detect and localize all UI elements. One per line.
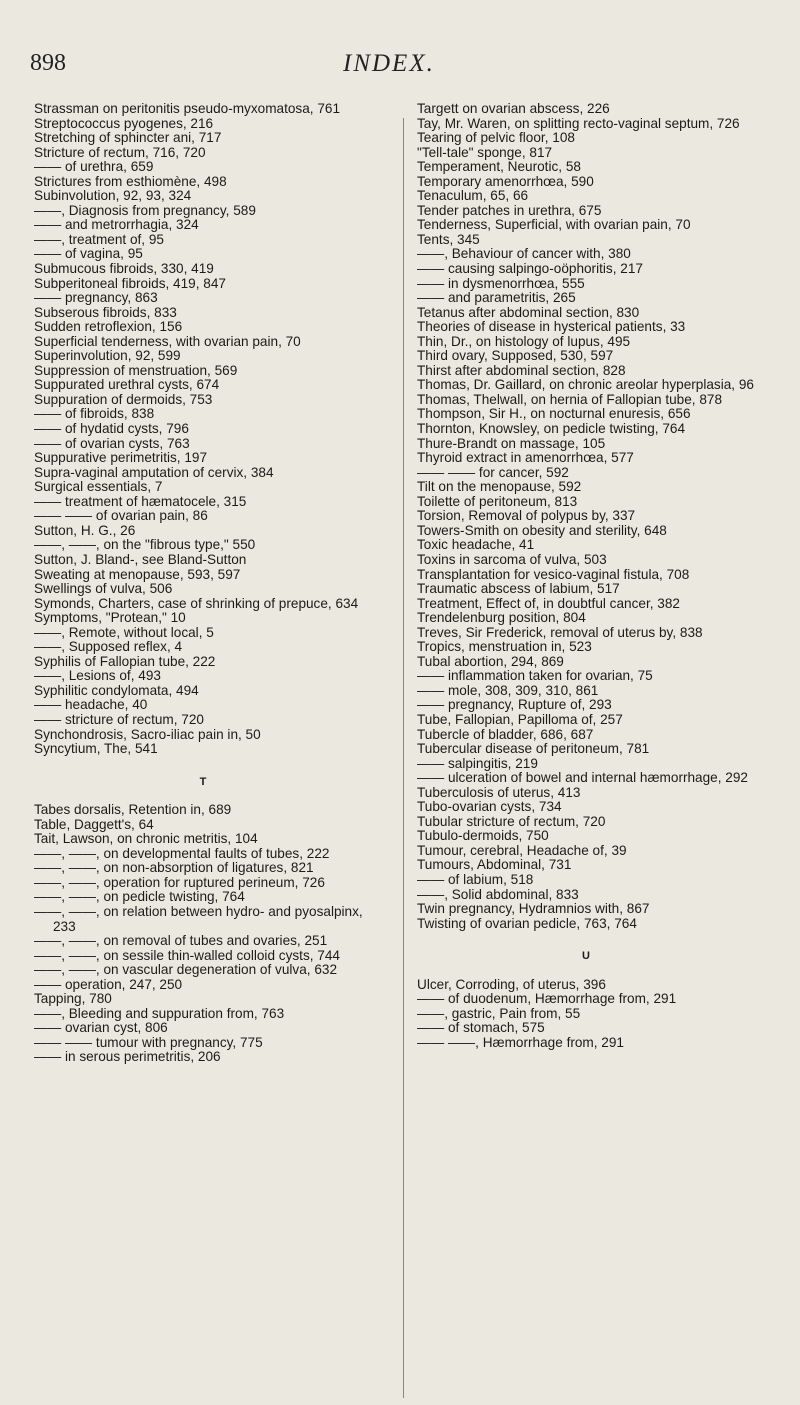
index-entry: Toxic headache, 41 xyxy=(417,537,535,553)
index-entries-s xyxy=(34,102,386,757)
index-entry: Tilt on the menopause, 592 xyxy=(417,479,582,495)
index-entry: Tender patches in urethra, 675 xyxy=(417,202,602,218)
index-entry: Tents, 345 xyxy=(417,231,480,247)
index-entry: ——, ——, on developmental faults of tubes, 222 xyxy=(34,845,330,861)
index-entry: —— of labium, 518 xyxy=(417,871,534,887)
index-entry: —— and parametritis, 265 xyxy=(417,290,576,306)
running-head: INDEX. xyxy=(343,50,435,77)
index-entry: Thomas, Thelwall, on hernia of Fallopian tube, 878 xyxy=(417,391,723,407)
index-entry: Superficial tenderness, with ovarian pain, 70 xyxy=(34,333,301,349)
index-entry: ——, ——, on removal of tubes and ovaries, 251 xyxy=(34,933,328,949)
index-entry: Temporary amenorrhœa, 590 xyxy=(417,173,594,189)
index-entry: —— in dysmenorrhœa, 555 xyxy=(417,275,585,291)
index-entry: ——, Bleeding and suppuration from, 763 xyxy=(34,1005,285,1021)
index-entry: Swellings of vulva, 506 xyxy=(34,581,173,597)
index-entries-t-continued xyxy=(417,102,769,931)
index-entry: —— —— for cancer, 592 xyxy=(417,464,569,480)
index-entry: —— pregnancy, 863 xyxy=(34,290,158,306)
index-entry: Theories of disease in hysterical patients, 33 xyxy=(417,319,686,335)
index-entry: ——, Diagnosis from pregnancy, 589 xyxy=(34,202,256,218)
index-entry: Tropics, menstruation in, 523 xyxy=(417,639,592,655)
index-entry: Subperitoneal fibroids, 419, 847 xyxy=(34,275,226,291)
index-entry: Tubular stricture of rectum, 720 xyxy=(417,813,606,829)
index-entry: —— of duodenum, Hæmorrhage from, 291 xyxy=(417,991,677,1007)
index-entry: Thomas, Dr. Gaillard, on chronic areolar hyperplasia, 96 xyxy=(417,377,754,393)
index-entry: Sweating at menopause, 593, 597 xyxy=(34,566,241,582)
index-entry: Tubal abortion, 294, 869 xyxy=(417,653,564,669)
index-entry: Tabes dorsalis, Retention in, 689 xyxy=(34,802,232,818)
index-entry: Twin pregnancy, Hydramnios with, 867 xyxy=(417,901,650,917)
index-entry: Subinvolution, 92, 93, 324 xyxy=(34,188,192,204)
index-entry: ——, Remote, without local, 5 xyxy=(34,624,214,640)
index-entry: —— mole, 308, 309, 310, 861 xyxy=(417,682,599,698)
index-entries-u xyxy=(417,978,769,1051)
index-entry: Stretching of sphincter ani, 717 xyxy=(34,130,222,146)
index-entry: —— operation, 247, 250 xyxy=(34,976,183,992)
index-entry: Treves, Sir Frederick, removal of uterus by, 838 xyxy=(417,624,703,640)
index-entry: Thirst after abdominal section, 828 xyxy=(417,362,626,378)
index-entry: ——, ——, on the "fibrous type," 550 xyxy=(34,537,256,553)
column-divider xyxy=(403,118,404,1398)
index-entry: Symonds, Charters, case of shrinking of prepuce, 634 xyxy=(34,595,359,611)
index-entry: ——, Solid abdominal, 833 xyxy=(417,886,579,902)
index-entry: Toxins in sarcoma of vulva, 503 xyxy=(417,551,607,567)
index-entry: Subserous fibroids, 833 xyxy=(34,304,177,320)
index-entry: Thin, Dr., on histology of lupus, 495 xyxy=(417,333,631,349)
index-entry: —— salpingitis, 219 xyxy=(417,755,538,771)
index-entry: —— of fibroids, 838 xyxy=(34,406,155,422)
index-entry: ——, ——, on non-absorption of ligatures, 821 xyxy=(34,860,314,876)
index-entry: Tubulo-dermoids, 750 xyxy=(417,828,549,844)
index-entry: Syphilis of Fallopian tube, 222 xyxy=(34,653,216,669)
index-entry: Thornton, Knowsley, on pedicle twisting, 764 xyxy=(417,421,685,437)
index-entry: Submucous fibroids, 330, 419 xyxy=(34,261,214,277)
index-entry: ——, Supposed reflex, 4 xyxy=(34,639,183,655)
index-entry: Symptoms, "Protean," 10 xyxy=(34,610,186,626)
index-entry: Twisting of ovarian pedicle, 763, 764 xyxy=(417,915,637,931)
left-column xyxy=(34,102,386,1065)
index-entry: ——, ——, on sessile thin-walled colloid cysts, 744 xyxy=(34,947,340,963)
index-entry: Tubo-ovarian cysts, 734 xyxy=(417,799,562,815)
index-entry: Strictures from esthiomène, 498 xyxy=(34,173,227,189)
index-entry: —— in serous perimetritis, 206 xyxy=(34,1049,221,1065)
index-entry: Targett on ovarian abscess, 226 xyxy=(417,101,610,116)
index-entry: Suppuration of dermoids, 753 xyxy=(34,391,213,407)
index-entry: —— and metrorrhagia, 324 xyxy=(34,217,199,233)
index-entry: Sudden retroflexion, 156 xyxy=(34,319,183,335)
page-header xyxy=(0,50,800,90)
index-entry: Superinvolution, 92, 599 xyxy=(34,348,181,364)
index-entry: Tay, Mr. Waren, on splitting recto-vaginal septum, 726 xyxy=(417,115,740,131)
index-entry: —— of stomach, 575 xyxy=(417,1020,545,1036)
index-entry: Tubercle of bladder, 686, 687 xyxy=(417,726,594,742)
index-entry: Sutton, J. Bland-, see Bland-Sutton xyxy=(34,551,247,567)
index-entry: Suppurated urethral cysts, 674 xyxy=(34,377,220,393)
index-entry: Tumour, cerebral, Headache of, 39 xyxy=(417,842,627,858)
index-entry: ——, ——, on relation between hydro- and pyosalpinx, 233 xyxy=(34,903,363,934)
index-entry: Tumours, Abdominal, 731 xyxy=(417,857,572,873)
section-letter-t: T xyxy=(199,775,207,788)
index-entry: ——, Behaviour of cancer with, 380 xyxy=(417,246,631,262)
index-entry: Tuberculosis of uterus, 413 xyxy=(417,784,581,800)
index-entry: Streptococcus pyogenes, 216 xyxy=(34,115,214,131)
index-entry: ——, gastric, Pain from, 55 xyxy=(417,1005,581,1021)
index-entry: Tetanus after abdominal section, 830 xyxy=(417,304,640,320)
index-entry: —— causing salpingo-oöphoritis, 217 xyxy=(417,261,643,277)
index-entry: Thyroid extract in amenorrhœa, 577 xyxy=(417,450,634,466)
index-entry: Traumatic abscess of labium, 517 xyxy=(417,581,620,597)
index-entry: Surgical essentials, 7 xyxy=(34,479,163,495)
index-entry: Tubercular disease of peritoneum, 781 xyxy=(417,741,650,757)
page-number: 898 xyxy=(30,50,66,76)
index-entry: Tait, Lawson, on chronic metritis, 104 xyxy=(34,831,258,847)
index-entry: Thure-Brandt on massage, 105 xyxy=(417,435,606,451)
index-entry: —— ——, Hæmorrhage from, 291 xyxy=(417,1034,624,1050)
index-entry: Suppression of menstruation, 569 xyxy=(34,362,238,378)
index-entry: —— treatment of hæmatocele, 315 xyxy=(34,493,247,509)
index-entry: Strassman on peritonitis pseudo-myxomatosa, 761 xyxy=(34,101,341,116)
index-entry: —— inflammation taken for ovarian, 75 xyxy=(417,668,653,684)
index-entry: Temperament, Neurotic, 58 xyxy=(417,159,581,175)
index-entry: —— ovarian cyst, 806 xyxy=(34,1020,168,1036)
index-entry: Treatment, Effect of, in doubtful cancer, 382 xyxy=(417,595,680,611)
index-entry: Syncytium, The, 541 xyxy=(34,741,158,757)
index-entry: Sutton, H. G., 26 xyxy=(34,522,136,538)
index-entry: Stricture of rectum, 716, 720 xyxy=(34,144,206,160)
index-entry: —— pregnancy, Rupture of, 293 xyxy=(417,697,612,713)
index-entry: Transplantation for vesico-vaginal fistula, 708 xyxy=(417,566,690,582)
index-entry: ——, treatment of, 95 xyxy=(34,231,164,247)
index-entry: "Tell-tale" sponge, 817 xyxy=(417,144,553,160)
section-letter-u: U xyxy=(582,950,590,963)
index-entry: —— of ovarian cysts, 763 xyxy=(34,435,190,451)
index-entry: —— ulceration of bowel and internal hæmorrhage, 292 xyxy=(417,770,748,786)
index-entry: Table, Daggett's, 64 xyxy=(34,816,154,832)
index-entry: Third ovary, Supposed, 530, 597 xyxy=(417,348,614,364)
index-entry: ——, ——, on vascular degeneration of vulva, 632 xyxy=(34,962,337,978)
index-entry: —— stricture of rectum, 720 xyxy=(34,711,204,727)
index-entry: Trendelenburg position, 804 xyxy=(417,610,586,626)
index-entry: Synchondrosis, Sacro-iliac pain in, 50 xyxy=(34,726,261,742)
index-entry: Syphilitic condylomata, 494 xyxy=(34,682,199,698)
index-entry: ——, Lesions of, 493 xyxy=(34,668,161,684)
index-entry: Tube, Fallopian, Papilloma of, 257 xyxy=(417,711,623,727)
index-entry: —— —— of ovarian pain, 86 xyxy=(34,508,208,524)
index-entry: Tapping, 780 xyxy=(34,991,112,1007)
index-entry: —— of urethra, 659 xyxy=(34,159,154,175)
index-entry: Ulcer, Corroding, of uterus, 396 xyxy=(417,976,606,992)
index-entry: ——, ——, on pedicle twisting, 764 xyxy=(34,889,245,905)
index-entry: —— —— tumour with pregnancy, 775 xyxy=(34,1034,263,1050)
index-entry: Thompson, Sir H., on nocturnal enuresis, 656 xyxy=(417,406,691,422)
index-entry: Tenderness, Superficial, with ovarian pain, 70 xyxy=(417,217,691,233)
right-column xyxy=(417,102,769,1050)
index-entry: —— of hydatid cysts, 796 xyxy=(34,421,189,437)
index-entries-t xyxy=(34,803,386,1065)
index-entry: Supra-vaginal amputation of cervix, 384 xyxy=(34,464,274,480)
index-entry: —— of vagina, 95 xyxy=(34,246,143,262)
index-entry: Torsion, Removal of polypus by, 337 xyxy=(417,508,636,524)
index-entry: Towers-Smith on obesity and sterility, 648 xyxy=(417,522,667,538)
index-entry: Tenaculum, 65, 66 xyxy=(417,188,529,204)
index-entry: ——, ——, operation for ruptured perineum, 726 xyxy=(34,874,325,890)
index-entry: Toilette of peritoneum, 813 xyxy=(417,493,578,509)
index-entry: Suppurative perimetritis, 197 xyxy=(34,450,208,466)
index-entry: Tearing of pelvic floor, 108 xyxy=(417,130,575,146)
index-entry: —— headache, 40 xyxy=(34,697,148,713)
